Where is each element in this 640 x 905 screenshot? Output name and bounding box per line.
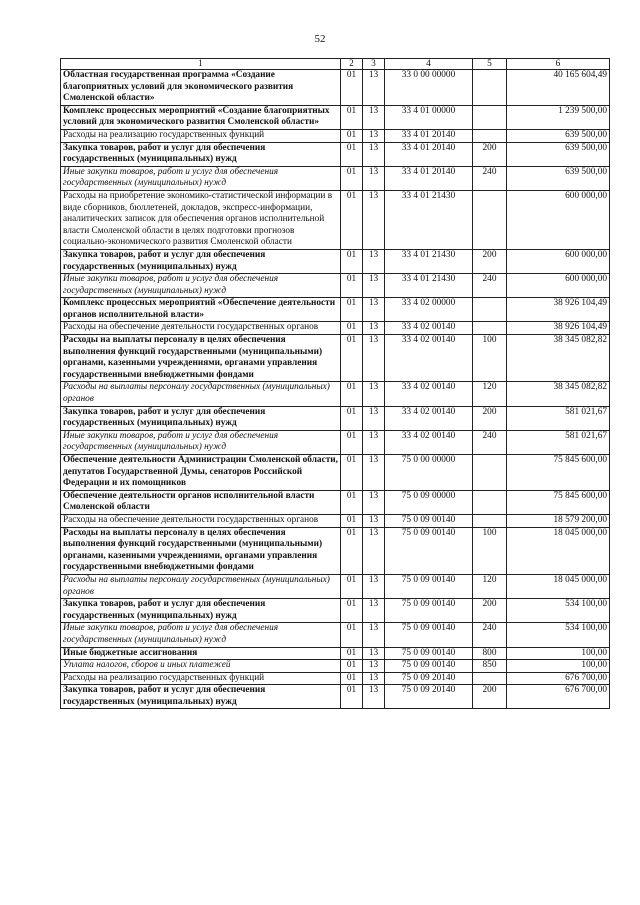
amount: 18 045 000,00: [507, 527, 610, 574]
row-name: Иные закупки товаров, работ и услуг для обеспечения государственных (муниципальных) нужд: [61, 166, 341, 190]
row-name: Иные закупки товаров, работ и услуг для обеспечения государственных (муниципальных) нужд: [61, 274, 341, 298]
subsection-code: 13: [363, 647, 385, 660]
amount: 38 345 082,82: [507, 335, 610, 382]
subsection-code: 13: [363, 322, 385, 335]
subsection-code: 13: [363, 249, 385, 273]
section-code: 01: [341, 166, 363, 190]
budget-table: [60, 58, 610, 709]
expense-type-code: [473, 514, 507, 527]
subsection-code: 13: [363, 142, 385, 166]
section-code: 01: [341, 660, 363, 673]
amount: 1 239 500,00: [507, 105, 610, 129]
row-name: Расходы на выплаты персоналу в целях обеспечения выполнения функций государственными (муниципальными) органами, казенными учреждениями, органами управления государственными внебюджетными фондами: [61, 335, 341, 382]
table-row: [61, 166, 610, 190]
table-row: [61, 672, 610, 685]
column-header: 5: [473, 59, 507, 70]
table-row: [61, 129, 610, 142]
amount: 38 926 104,49: [507, 322, 610, 335]
amount: 75 845 600,00: [507, 455, 610, 491]
subsection-code: 13: [363, 406, 385, 430]
section-code: 01: [341, 623, 363, 647]
column-header: 1: [61, 59, 341, 70]
target-article-code: 75 0 09 00000: [385, 490, 473, 514]
row-name: Расходы на выплаты персоналу государственных (муниципальных) органов: [61, 382, 341, 406]
section-code: 01: [341, 685, 363, 709]
expense-type-code: 120: [473, 574, 507, 598]
expense-type-code: 850: [473, 660, 507, 673]
expense-type-code: 100: [473, 527, 507, 574]
row-name: Областная государственная программа «Создание благоприятных условий для экономического развития Смоленской области»: [61, 70, 341, 106]
section-code: 01: [341, 406, 363, 430]
amount: 100,00: [507, 647, 610, 660]
row-name: Обеспечение деятельности Администрации Смоленской области, депутатов Государственной Думы, сенаторов Российской Федерации и их помощников: [61, 455, 341, 491]
target-article-code: 75 0 09 20140: [385, 672, 473, 685]
target-article-code: 33 0 00 00000: [385, 70, 473, 106]
subsection-code: 13: [363, 335, 385, 382]
column-header: 6: [507, 59, 610, 70]
target-article-code: 33 4 01 20140: [385, 142, 473, 166]
row-name: Расходы на выплаты персоналу в целях обеспечения выполнения функций государственными (муниципальными) органами, казенными учреждениями, органами управления государственными внебюджетными фондами: [61, 527, 341, 574]
expense-type-code: [473, 455, 507, 491]
table-row: [61, 527, 610, 574]
table-row: [61, 514, 610, 527]
table-row: [61, 105, 610, 129]
expense-type-code: [473, 298, 507, 322]
amount: 639 500,00: [507, 166, 610, 190]
expense-type-code: 200: [473, 685, 507, 709]
amount: 676 700,00: [507, 685, 610, 709]
table-row: [61, 430, 610, 454]
column-header: 2: [341, 59, 363, 70]
expense-type-code: 240: [473, 166, 507, 190]
target-article-code: 75 0 09 00140: [385, 514, 473, 527]
target-article-code: 33 4 01 21430: [385, 274, 473, 298]
target-article-code: 33 4 01 20140: [385, 166, 473, 190]
expense-type-code: 200: [473, 599, 507, 623]
target-article-code: 33 4 02 00000: [385, 298, 473, 322]
expense-type-code: 800: [473, 647, 507, 660]
row-name: Закупка товаров, работ и услуг для обеспечения государственных (муниципальных) нужд: [61, 685, 341, 709]
section-code: 01: [341, 249, 363, 273]
section-code: 01: [341, 298, 363, 322]
target-article-code: 33 4 02 00140: [385, 335, 473, 382]
expense-type-code: [473, 129, 507, 142]
table-row: [61, 190, 610, 249]
section-code: 01: [341, 599, 363, 623]
expense-type-code: 120: [473, 382, 507, 406]
table-row: [61, 298, 610, 322]
target-article-code: 75 0 09 00140: [385, 647, 473, 660]
target-article-code: 75 0 09 00140: [385, 660, 473, 673]
column-header: 3: [363, 59, 385, 70]
target-article-code: 75 0 09 00140: [385, 527, 473, 574]
subsection-code: 13: [363, 660, 385, 673]
section-code: 01: [341, 514, 363, 527]
target-article-code: 33 4 02 00140: [385, 322, 473, 335]
section-code: 01: [341, 672, 363, 685]
section-code: 01: [341, 274, 363, 298]
amount: 600 000,00: [507, 274, 610, 298]
row-name: Расходы на приобретение экономико-статистической информации в виде сборников, бюллетеней, докладов, экспресс-информации, аналитических записок для обеспечения органов исполнительной власти Смоленской области в целях подготовки прогнозов социально-экономического развития Смоленской области: [61, 190, 341, 249]
expense-type-code: 200: [473, 249, 507, 273]
section-code: 01: [341, 335, 363, 382]
row-name: Закупка товаров, работ и услуг для обеспечения государственных (муниципальных) нужд: [61, 142, 341, 166]
expense-type-code: 200: [473, 142, 507, 166]
subsection-code: 13: [363, 623, 385, 647]
subsection-code: 13: [363, 514, 385, 527]
target-article-code: 75 0 09 00140: [385, 623, 473, 647]
expense-type-code: 240: [473, 623, 507, 647]
amount: 534 100,00: [507, 599, 610, 623]
table-row: [61, 647, 610, 660]
section-code: 01: [341, 490, 363, 514]
amount: 40 165 604,49: [507, 70, 610, 106]
subsection-code: 13: [363, 382, 385, 406]
row-name: Расходы на выплаты персоналу государственных (муниципальных) органов: [61, 574, 341, 598]
target-article-code: 75 0 09 20140: [385, 685, 473, 709]
subsection-code: 13: [363, 685, 385, 709]
section-code: 01: [341, 105, 363, 129]
row-name: Закупка товаров, работ и услуг для обеспечения государственных (муниципальных) нужд: [61, 599, 341, 623]
table-row: [61, 382, 610, 406]
target-article-code: 33 4 01 21430: [385, 249, 473, 273]
subsection-code: 13: [363, 430, 385, 454]
section-code: 01: [341, 430, 363, 454]
expense-type-code: [473, 105, 507, 129]
table-row: [61, 490, 610, 514]
row-name: Закупка товаров, работ и услуг для обеспечения государственных (муниципальных) нужд: [61, 249, 341, 273]
subsection-code: 13: [363, 574, 385, 598]
row-name: Закупка товаров, работ и услуг для обеспечения государственных (муниципальных) нужд: [61, 406, 341, 430]
amount: 534 100,00: [507, 623, 610, 647]
target-article-code: 33 4 01 20140: [385, 129, 473, 142]
subsection-code: 13: [363, 105, 385, 129]
target-article-code: 33 4 01 21430: [385, 190, 473, 249]
amount: 75 845 600,00: [507, 490, 610, 514]
section-code: 01: [341, 527, 363, 574]
section-code: 01: [341, 647, 363, 660]
target-article-code: 33 4 02 00140: [385, 382, 473, 406]
subsection-code: 13: [363, 490, 385, 514]
target-article-code: 75 0 00 00000: [385, 455, 473, 491]
row-name: Обеспечение деятельности органов исполнительной власти Смоленской области: [61, 490, 341, 514]
table-row: [61, 335, 610, 382]
subsection-code: 13: [363, 129, 385, 142]
row-name: Расходы на реализацию государственных функций: [61, 672, 341, 685]
amount: 18 045 000,00: [507, 574, 610, 598]
table-row: [61, 249, 610, 273]
amount: 600 000,00: [507, 190, 610, 249]
amount: 581 021,67: [507, 430, 610, 454]
section-code: 01: [341, 574, 363, 598]
row-name: Уплата налогов, сборов и иных платежей: [61, 660, 341, 673]
target-article-code: 33 4 02 00140: [385, 430, 473, 454]
row-name: Расходы на обеспечение деятельности государственных органов: [61, 322, 341, 335]
section-code: 01: [341, 142, 363, 166]
table-row: [61, 322, 610, 335]
expense-type-code: 240: [473, 430, 507, 454]
expense-type-code: 240: [473, 274, 507, 298]
subsection-code: 13: [363, 527, 385, 574]
expense-type-code: [473, 322, 507, 335]
row-name: Комплекс процессных мероприятий «Создание благоприятных условий для экономического развития Смоленской области»: [61, 105, 341, 129]
row-name: Иные бюджетные ассигнования: [61, 647, 341, 660]
section-code: 01: [341, 190, 363, 249]
section-code: 01: [341, 70, 363, 106]
table-header-row: [61, 59, 610, 70]
row-name: Расходы на реализацию государственных функций: [61, 129, 341, 142]
row-name: Иные закупки товаров, работ и услуг для обеспечения государственных (муниципальных) нужд: [61, 430, 341, 454]
section-code: 01: [341, 129, 363, 142]
subsection-code: 13: [363, 599, 385, 623]
subsection-code: 13: [363, 672, 385, 685]
table-row: [61, 70, 610, 106]
target-article-code: 33 4 02 00140: [385, 406, 473, 430]
table-row: [61, 660, 610, 673]
section-code: 01: [341, 322, 363, 335]
expense-type-code: [473, 490, 507, 514]
amount: 100,00: [507, 660, 610, 673]
table-row: [61, 142, 610, 166]
amount: 639 500,00: [507, 129, 610, 142]
amount: 38 345 082,82: [507, 382, 610, 406]
row-name: Комплекс процессных мероприятий «Обеспечение деятельности органов исполнительной власти»: [61, 298, 341, 322]
section-code: 01: [341, 382, 363, 406]
subsection-code: 13: [363, 455, 385, 491]
expense-type-code: 100: [473, 335, 507, 382]
table-body: [61, 70, 610, 709]
row-name: Иные закупки товаров, работ и услуг для обеспечения государственных (муниципальных) нужд: [61, 623, 341, 647]
table-row: [61, 599, 610, 623]
amount: 38 926 104,49: [507, 298, 610, 322]
column-header: 4: [385, 59, 473, 70]
target-article-code: 75 0 09 00140: [385, 574, 473, 598]
amount: 18 579 200,00: [507, 514, 610, 527]
expense-type-code: [473, 672, 507, 685]
table-row: [61, 623, 610, 647]
target-article-code: 33 4 01 00000: [385, 105, 473, 129]
section-code: 01: [341, 455, 363, 491]
target-article-code: 75 0 09 00140: [385, 599, 473, 623]
row-name: Расходы на обеспечение деятельности государственных органов: [61, 514, 341, 527]
subsection-code: 13: [363, 70, 385, 106]
subsection-code: 13: [363, 298, 385, 322]
expense-type-code: 200: [473, 406, 507, 430]
page-number: 52: [314, 33, 326, 45]
amount: 600 000,00: [507, 249, 610, 273]
table-row: [61, 574, 610, 598]
table-row: [61, 274, 610, 298]
amount: 581 021,67: [507, 406, 610, 430]
expense-type-code: [473, 190, 507, 249]
table-row: [61, 685, 610, 709]
amount: 676 700,00: [507, 672, 610, 685]
subsection-code: 13: [363, 274, 385, 298]
amount: 639 500,00: [507, 142, 610, 166]
subsection-code: 13: [363, 166, 385, 190]
table-row: [61, 455, 610, 491]
subsection-code: 13: [363, 190, 385, 249]
expense-type-code: [473, 70, 507, 106]
table-row: [61, 406, 610, 430]
